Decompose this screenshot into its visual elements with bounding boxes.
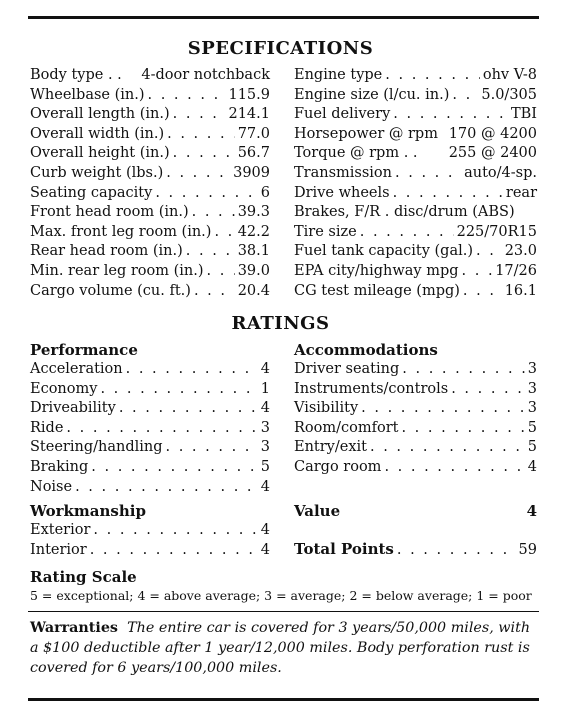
spec-row-curb-weight-lbs — [30, 164, 270, 184]
spec-value: 214.1 — [228, 106, 270, 123]
workmanship-value: 4 — [260, 541, 270, 558]
spec-label: Seating capacity — [30, 184, 153, 201]
rating-scale-title: Rating Scale — [30, 568, 137, 586]
spec-label: Transmission — [294, 164, 393, 181]
spec-label: Drive wheels — [294, 184, 390, 201]
specifications-table — [30, 66, 537, 301]
spec-label: Brakes, F/R . disc/drum (ABS) — [294, 204, 515, 221]
spec-label: Wheelbase (in.) — [30, 86, 145, 103]
accommodations-label: Cargo room — [294, 458, 382, 475]
ratings-title: RATINGS — [231, 313, 330, 334]
accommodations-label: Driver seating — [294, 361, 400, 377]
performance-row-noise — [30, 478, 270, 498]
spec-row-max-front-leg-room-in — [30, 223, 270, 243]
workmanship-label: Exterior — [30, 522, 91, 539]
workmanship-row-exterior — [30, 521, 270, 541]
accommodations-value: 3 — [527, 380, 537, 397]
workmanship-heading: Workmanship — [30, 502, 146, 521]
spec-value: 77.0 — [237, 125, 270, 142]
performance-label: Ride — [30, 419, 64, 436]
workmanship-label: Interior — [30, 541, 87, 558]
spec-value: TBI — [510, 106, 537, 123]
spec-row-overall-width-in — [30, 125, 270, 145]
spec-value: 38.1 — [237, 243, 270, 260]
performance-label: Steering/handling — [30, 439, 163, 456]
spec-value: 3909 — [233, 164, 270, 181]
spec-row-wheelbase-in — [30, 86, 270, 106]
ratings-table — [30, 340, 537, 560]
spec-row-engine-type — [294, 66, 537, 86]
performance-list — [30, 360, 270, 497]
value-row — [294, 502, 537, 522]
spec-label: Max. front leg room (in.) — [30, 223, 212, 240]
specs-right-column — [294, 66, 537, 301]
accommodations-list — [294, 360, 537, 478]
performance-value: 3 — [260, 439, 270, 456]
spec-row-fuel-tank-capacity-gal — [294, 242, 537, 262]
spec-value: 16.1 — [504, 282, 537, 299]
performance-row-braking — [30, 458, 270, 478]
spec-row-seating-capacity — [30, 184, 270, 204]
spec-label: Front head room (in.) — [30, 204, 189, 221]
specifications-title: SPECIFICATIONS — [187, 38, 374, 59]
spec-row-tire-size — [294, 223, 537, 243]
accommodations-value: 3 — [527, 400, 537, 417]
spec-value: 56.7 — [237, 145, 270, 162]
performance-row-steering-handling — [30, 438, 270, 458]
ratings-left-column — [30, 340, 270, 560]
spec-row-horsepower-rpm — [294, 125, 537, 145]
spec-row-fuel-delivery — [294, 105, 537, 125]
performance-label: Economy — [30, 380, 98, 397]
performance-label: Noise — [30, 478, 73, 495]
accommodations-row-entry-exit — [294, 438, 537, 458]
spec-label: Tire size — [294, 223, 357, 240]
performance-label: Driveability — [30, 400, 116, 417]
performance-value: 4 — [260, 361, 270, 377]
value-score: 4 — [526, 501, 537, 520]
rating-scale-text: 5 = exceptional; 4 = above average; 3 = average; 2 = below average; 1 = poor — [30, 588, 532, 603]
spec-value: 39.3 — [237, 204, 270, 221]
total-points-label: Total Points — [294, 540, 394, 559]
spec-value: 4-door notchback — [141, 67, 270, 83]
spec-label: Rear head room (in.) — [30, 243, 183, 260]
bottom-rule — [28, 698, 539, 701]
spec-row-overall-length-in — [30, 105, 270, 125]
performance-row-acceleration — [30, 360, 270, 380]
spec-label: Fuel delivery — [294, 106, 391, 123]
accommodations-value: 4 — [527, 458, 537, 475]
value-label: Value — [294, 501, 341, 520]
warranties-text: The entire car is covered for 3 years/50,000 miles, with a $100 deductible after 1 year/12,000 miles. Body perforation rust is covered for 6 years/100,000 miles. — [30, 620, 531, 676]
accommodations-row-instruments-controls — [294, 380, 537, 400]
performance-label: Acceleration — [30, 361, 123, 377]
spec-row-front-head-room-in — [30, 203, 270, 223]
accommodations-value: 3 — [527, 361, 537, 377]
performance-heading: Performance — [30, 341, 138, 359]
workmanship-row-interior — [30, 541, 270, 561]
spec-row-brakes-f-r-disc-drum-abs — [294, 203, 537, 223]
total-points-row — [294, 540, 537, 560]
performance-value: 4 — [260, 478, 270, 495]
spec-value: rear — [505, 184, 537, 201]
spec-label: Overall width (in.) — [30, 125, 165, 142]
spec-row-transmission — [294, 164, 537, 184]
spec-label: Curb weight (lbs.) — [30, 164, 164, 181]
total-points-value: 59 — [518, 542, 537, 559]
spec-label: Engine size (l/cu. in.) — [294, 86, 450, 103]
spec-label: Cargo volume (cu. ft.) — [30, 282, 191, 299]
performance-row-driveability — [30, 399, 270, 419]
spec-label: Horsepower @ rpm — [294, 125, 438, 142]
spec-value: 255 @ 2400 — [448, 145, 537, 162]
spec-row-cargo-volume-cu-ft — [30, 282, 270, 302]
workmanship-value: 4 — [260, 522, 270, 539]
spec-row-engine-size-l-cu-in — [294, 86, 537, 106]
spec-label: Engine type — [294, 67, 383, 83]
spec-label: Overall height (in.) — [30, 145, 170, 162]
spec-value: 39.0 — [237, 262, 270, 279]
warranties-paragraph — [30, 618, 537, 678]
performance-value: 4 — [260, 400, 270, 417]
specs-left-column — [30, 66, 270, 301]
spec-label: CG test mileage (mpg) — [294, 282, 460, 299]
performance-row-ride — [30, 419, 270, 439]
spec-row-body-type — [30, 66, 270, 86]
spec-value: 17/26 — [495, 262, 537, 279]
accommodations-row-room-comfort — [294, 419, 537, 439]
spec-row-epa-city-highway-mpg — [294, 262, 537, 282]
accommodations-row-visibility — [294, 399, 537, 419]
performance-value: 5 — [260, 458, 270, 475]
performance-label: Braking — [30, 458, 89, 475]
spec-value: 6 — [260, 184, 270, 201]
accommodations-value: 5 — [527, 439, 537, 456]
spec-label: Fuel tank capacity (gal.) — [294, 243, 473, 260]
performance-row-economy — [30, 380, 270, 400]
spec-value: auto/4-sp. — [464, 164, 537, 181]
spec-value: ohv V-8 — [482, 67, 537, 83]
spec-label: Body type . . — [30, 67, 122, 83]
accommodations-row-driver-seating — [294, 360, 537, 380]
divider-rule — [28, 611, 539, 612]
spec-value: 115.9 — [228, 86, 270, 103]
spec-value: 23.0 — [504, 243, 537, 260]
accommodations-label: Room/comfort — [294, 419, 399, 436]
spec-row-drive-wheels — [294, 184, 537, 204]
spec-label: Min. rear leg room (in.) — [30, 262, 204, 279]
spec-label: EPA city/highway mpg — [294, 262, 459, 279]
spec-value: 20.4 — [237, 282, 270, 299]
ratings-right-column — [294, 340, 537, 560]
accommodations-row-cargo-room — [294, 458, 537, 478]
spec-label: Torque @ rpm . . — [294, 145, 418, 162]
performance-value: 1 — [260, 380, 270, 397]
performance-value: 3 — [260, 419, 270, 436]
spec-row-min-rear-leg-room-in — [30, 262, 270, 282]
spec-row-overall-height-in — [30, 144, 270, 164]
top-rule — [28, 16, 539, 19]
warranties-label: Warranties — [30, 620, 118, 636]
accommodations-label: Instruments/controls — [294, 380, 449, 397]
spec-row-rear-head-room-in — [30, 242, 270, 262]
accommodations-label: Visibility — [294, 400, 359, 417]
spec-row-torque-rpm — [294, 144, 537, 164]
accommodations-label: Entry/exit — [294, 439, 367, 456]
spec-value: 42.2 — [237, 223, 270, 240]
accommodations-heading: Accommodations — [294, 341, 438, 359]
spec-value: 225/70R15 — [456, 223, 537, 240]
workmanship-list — [30, 521, 270, 560]
spec-value: 170 @ 4200 — [448, 125, 537, 142]
spec-label: Overall length (in.) — [30, 106, 170, 123]
accommodations-value: 5 — [527, 419, 537, 436]
spec-value: 5.0/305 — [481, 86, 537, 103]
spec-row-cg-test-mileage-mpg — [294, 282, 537, 302]
